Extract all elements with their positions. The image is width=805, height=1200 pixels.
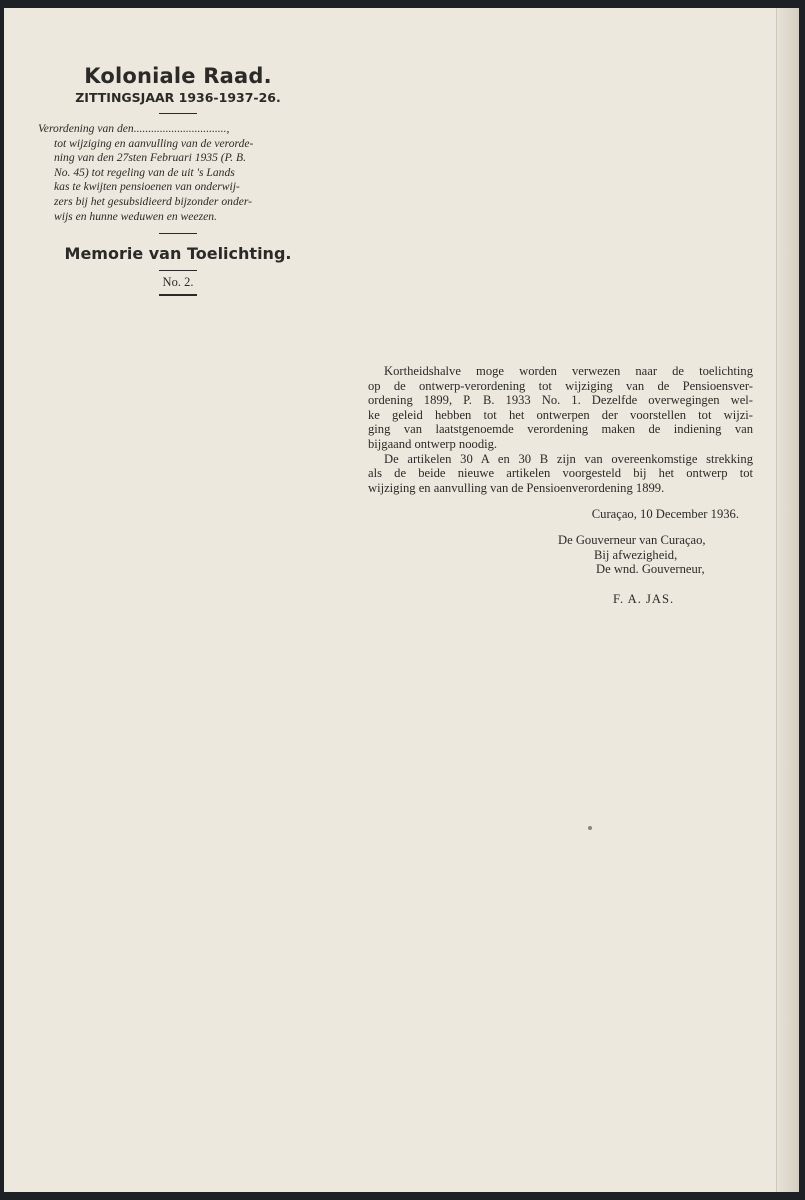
date-line: Curaçao, 10 December 1936. [591,507,739,522]
paragraph-2 [368,452,753,496]
text-line: bijgaand ontwerp noodig. [368,436,498,451]
section-number: No. 2. [162,275,194,290]
paper-speck [588,826,592,830]
text-line: Kortheidshalve moge worden verwezen naar de toelichting [384,364,753,378]
text-line: ke geleid hebben tot het ontwerpen der voorstellen tot wijzi- [368,407,753,422]
text-line: wijziging en aanvulling van de Pensioenverordening 1899. [368,480,665,495]
body-text [368,364,753,606]
document-page [4,8,799,1192]
text-line: als de beide nieuwe artikelen voorgesteld bij het ontwerp tot [368,466,753,481]
governor-line: De Gouverneur van Curaçao, [558,532,706,547]
text-line: ging van laatstgenoemde verordening maken de indiening van [368,422,753,437]
session-year: ZITTINGSJAAR 1936-1937-26. [75,90,281,105]
lead-line: tot wijziging en aanvulling van de verorde- [54,136,254,150]
lead-line: wijs en hunne weduwen en weezen. [54,209,217,223]
divider [159,113,197,114]
ordinance-description [38,122,318,224]
section-title: Memorie van Toelichting. [64,244,292,264]
lead-line: zers bij het gesubsidieerd bijzonder onder- [54,194,253,208]
governor-block [368,533,753,577]
lead-line: ning van den 27sten Februari 1935 (P. B. [54,151,247,165]
council-title: Koloniale Raad. [84,64,272,88]
divider [159,233,197,234]
paragraph-1 [368,364,753,452]
divider [159,294,197,296]
text-line: ordening 1899, P. B. 1933 No. 1. Dezelfde overwegingen wel- [368,393,753,408]
lead-line: No. 45) tot regeling van de uit 's Lands [54,165,235,179]
text-line: De artikelen 30 A en 30 B zijn van overeenkomstige strekking [384,451,753,466]
signer-name: F. A. JAS. [613,591,675,606]
left-column [38,64,318,296]
lead-line: Verordening van den................................, [38,122,230,135]
text-line: op de ontwerp-verordening tot wijziging van de Pensioensver- [368,378,753,393]
page-edge [776,8,799,1192]
governor-line: Bij afwezigheid, [594,547,678,562]
governor-line: De wnd. Gouverneur, [596,562,705,577]
lead-line: kas te kwijten pensioenen van onderwij- [54,180,240,194]
divider [159,270,197,271]
